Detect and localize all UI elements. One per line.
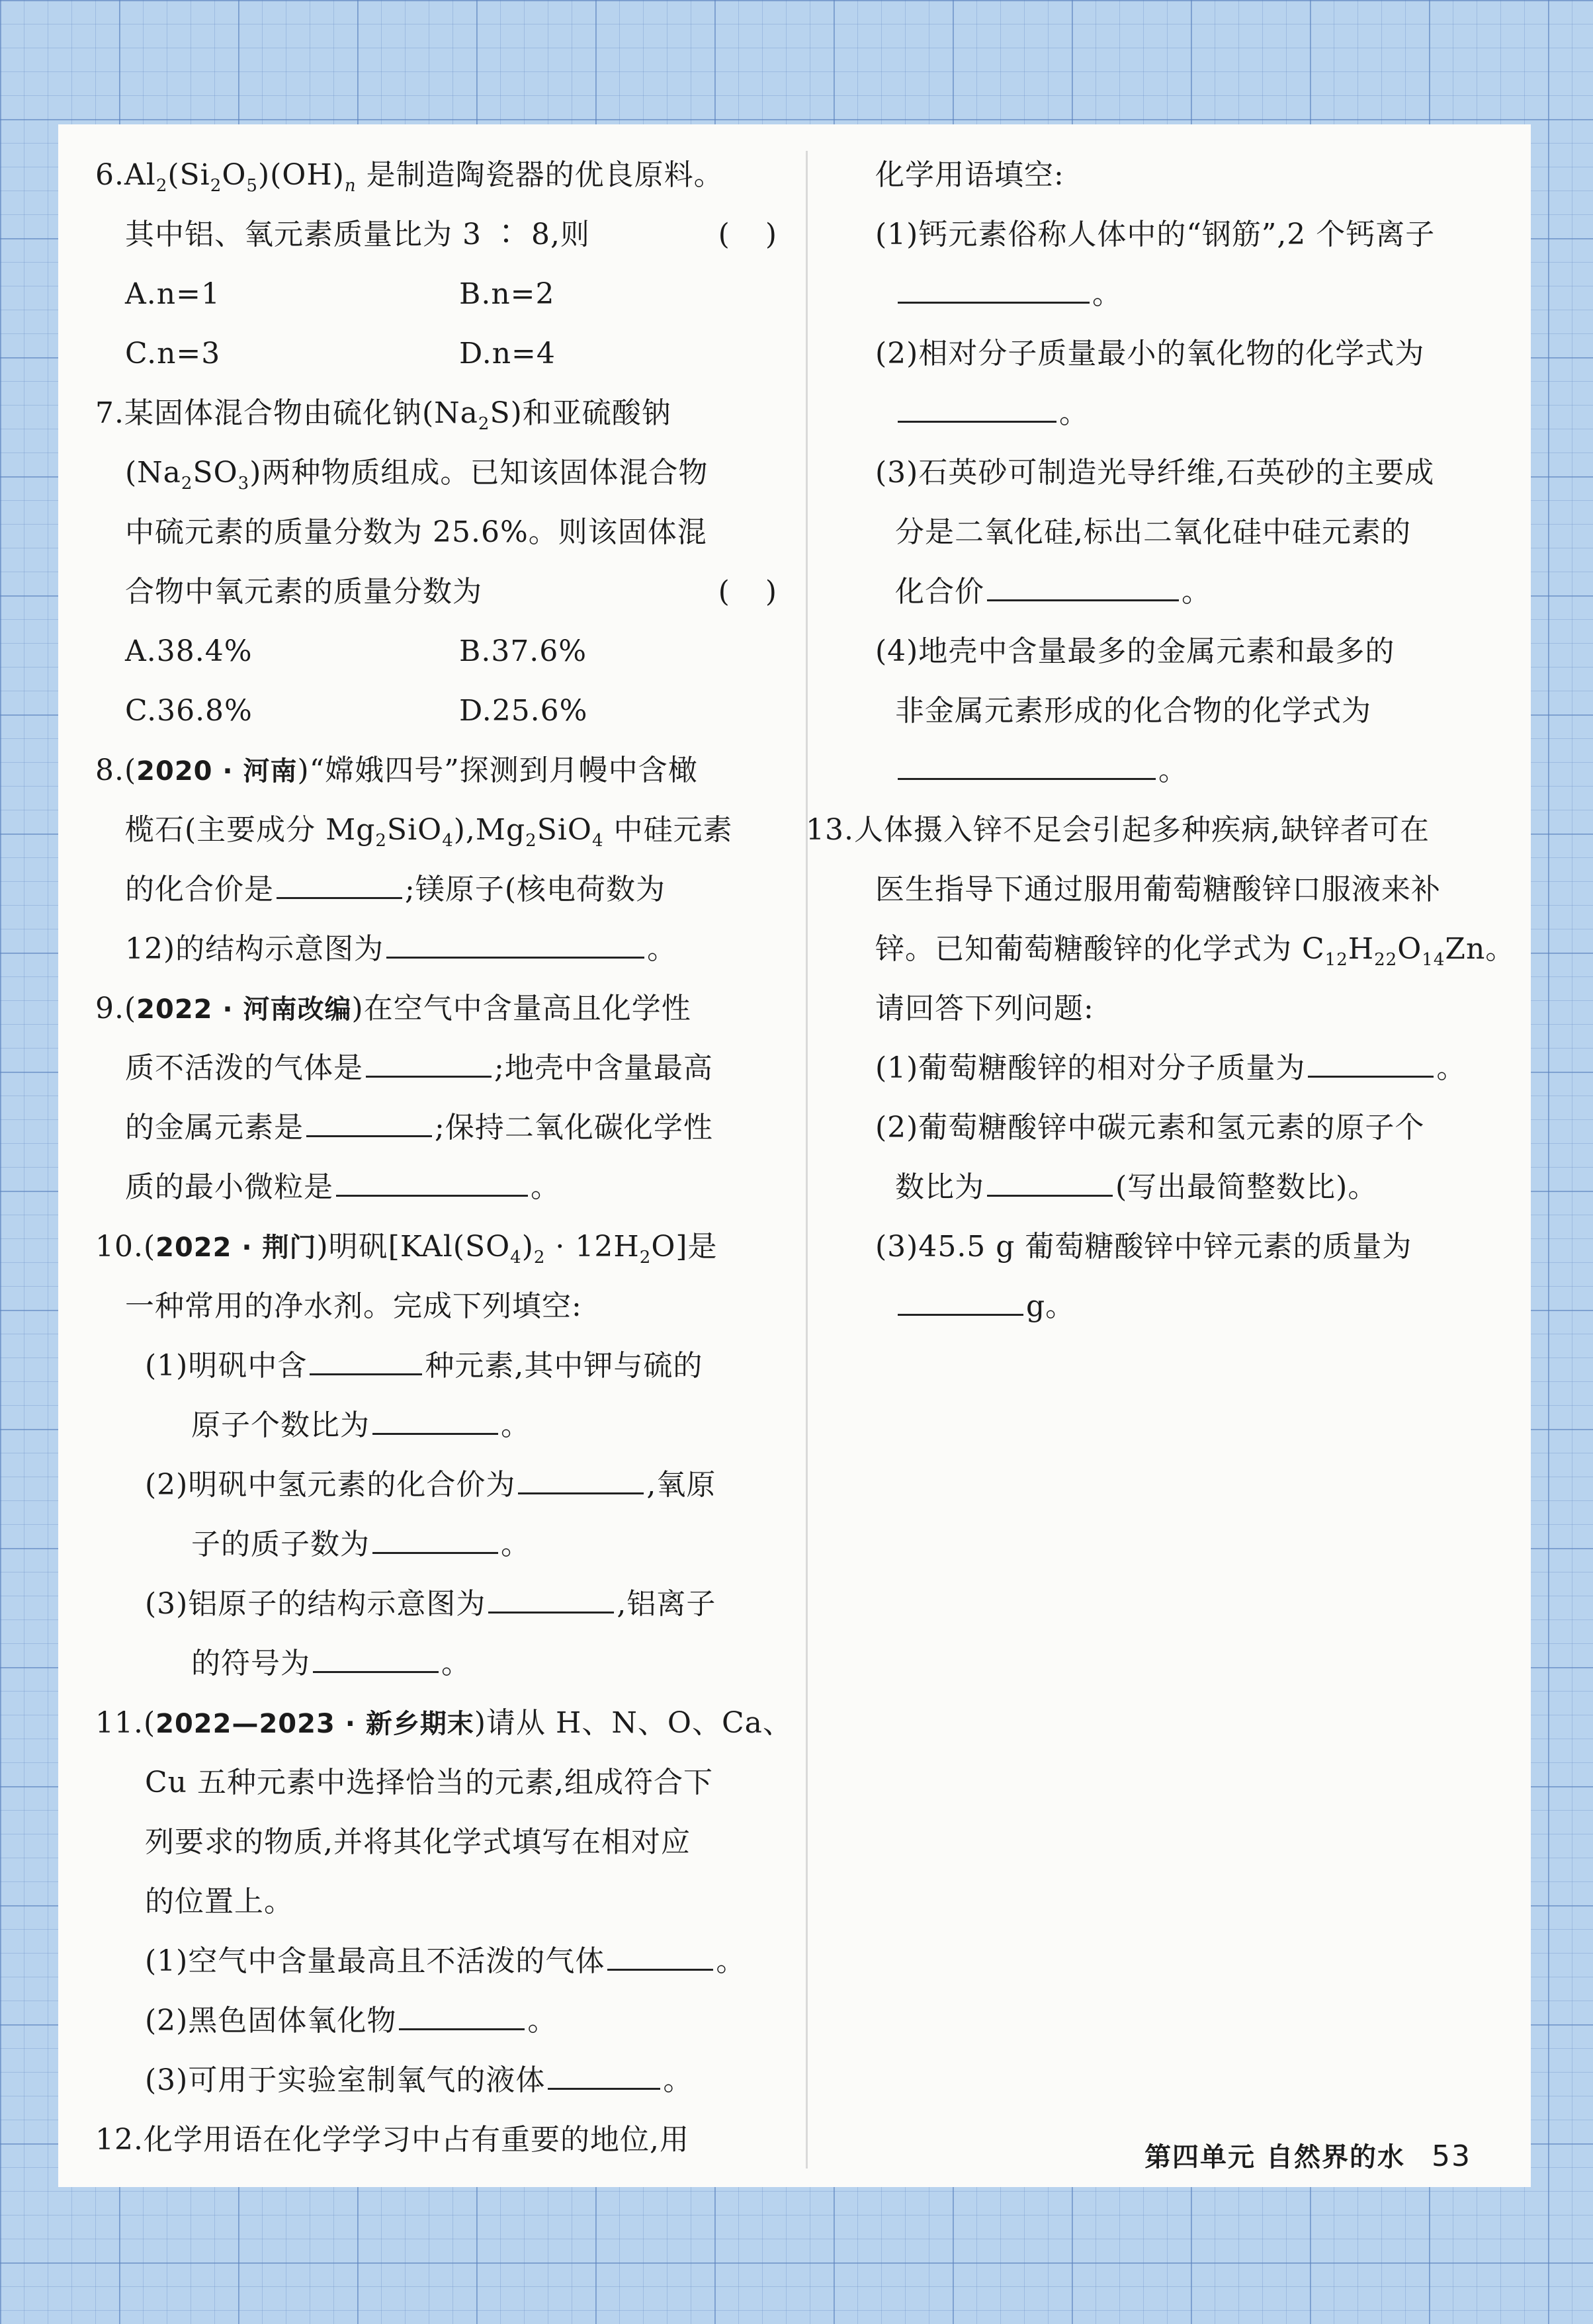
q12-sub4-line1: (4)地壳中含量最多的金属元素和最多的	[875, 634, 1395, 668]
q7-options-row1	[95, 622, 796, 681]
q9-line1: 9.(2022 · 河南改编)在空气中含量高且化学性	[95, 992, 691, 1025]
q7-option-d[interactable]: D.25.6%	[459, 694, 588, 728]
q6-option-a[interactable]: A.n=1	[125, 277, 220, 311]
q8-blank-1[interactable]	[277, 867, 402, 899]
q8-line2: 榄石(主要成分 $Mg_2SiO_4),Mg_2SiO_4$ 中硅元素	[125, 813, 733, 851]
q12-sub1-line2: 。	[845, 265, 1507, 324]
q10-blank-3[interactable]	[518, 1462, 644, 1494]
q7-option-c[interactable]: C.36.8%	[125, 694, 253, 728]
q12-line1: 12.化学用语在化学学习中占有重要的地位,用	[95, 2123, 689, 2157]
q12-blank-1[interactable]	[898, 271, 1090, 304]
q10-sub2-line1: (2)明矾中氢元素的化合价为 ,氧原	[95, 1455, 796, 1515]
q13-line1: 13.人体摄入锌不足会引起多种疾病,缺锌者可在	[806, 813, 1430, 847]
q6-line1: $6.Al_2(Si_2O_5)(OH)_n$ 是制造陶瓷器的优良原料。	[95, 158, 724, 196]
q8-line4: 12)的结构示意图为 。	[95, 920, 796, 979]
worksheet-page	[58, 124, 1531, 2187]
page-footer	[1144, 2136, 1471, 2174]
q10-line1: 10.(2022 · 荆门)明矾$[KAl(SO_4)_2 \cdot 12H_2O]$是	[95, 1230, 718, 1268]
q11-line2: Cu 五种元素中选择恰当的元素,组成符合下	[145, 1766, 713, 1799]
q6-option-d[interactable]: D.n=4	[459, 337, 556, 370]
q7-line1: 7.某固体混合物由硫化钠$(Na_2S)$和亚硫酸钠	[95, 396, 671, 434]
q8-line1: 8.(2020 · 河南)“嫦娥四号”探测到月幔中含橄	[95, 753, 698, 787]
q11-line4: 的位置上。	[145, 1885, 294, 1918]
q10-sub1-line1: (1)明矾中含 种元素,其中钾与硫的	[95, 1336, 796, 1396]
q10-blank-5[interactable]	[488, 1581, 614, 1614]
q13-blank-2[interactable]	[987, 1164, 1113, 1197]
q10-sub2-line2: 子的质子数为 。	[95, 1515, 796, 1574]
q6-options-row2	[95, 324, 796, 384]
q9-blank-2[interactable]	[306, 1105, 432, 1137]
q13-sub2-line2: 数比为 (写出最简整数比)。	[845, 1158, 1507, 1217]
q13-blank-3[interactable]	[898, 1283, 1023, 1316]
q13-sub2-line1: (2)葡萄糖酸锌中碳元素和氢元素的原子个	[875, 1111, 1425, 1144]
q6-option-c[interactable]: C.n=3	[125, 337, 221, 370]
q10-blank-6[interactable]	[313, 1641, 439, 1673]
q13-blank-1[interactable]	[1308, 1045, 1434, 1078]
q12-sub4-line2: 非金属元素形成的化合物的化学式为	[895, 694, 1371, 728]
q10-blank-2[interactable]	[372, 1402, 498, 1435]
q13-sub3-line2: g。	[845, 1277, 1507, 1336]
q12-blank-4[interactable]	[898, 748, 1156, 780]
q11-source: 2022—2023 · 新乡期末	[155, 1709, 474, 1739]
q11-blank-1[interactable]	[607, 1938, 713, 1971]
q11-line3: 列要求的物质,并将其化学式填写在相对应	[145, 1825, 691, 1859]
q8-source: 2020 · 河南	[136, 756, 298, 787]
q11-sub2: (2)黑色固体氧化物 。	[95, 1991, 796, 2051]
unit-title: 第四单元 自然界的水	[1144, 2142, 1405, 2173]
q6-line2: 其中铝、氧元素质量比为 3 ∶ 8,则 ( )	[95, 205, 796, 265]
column-divider	[806, 151, 808, 2169]
q10-source: 2022 · 荆门	[155, 1232, 317, 1263]
q13-line3: 锌。已知葡萄糖酸锌的化学式为 $C_{12}H_{22}O_{14}Zn$。	[875, 932, 1516, 970]
q13-sub1: (1)葡萄糖酸锌的相对分子质量为 。	[845, 1039, 1507, 1098]
q7-option-b[interactable]: B.37.6%	[459, 634, 587, 668]
q12-sub3-line1: (3)石英砂可制造光导纤维,石英砂的主要成	[875, 456, 1435, 490]
q12-sub3-line2: 分是二氧化硅,标出二氧化硅中硅元素的	[895, 515, 1411, 549]
q12-sub2-line1: (2)相对分子质量最小的氧化物的化学式为	[875, 337, 1425, 370]
q13-sub3-line1: (3)45.5 g 葡萄糖酸锌中锌元素的质量为	[875, 1230, 1412, 1264]
page-number: 53	[1432, 2139, 1471, 2173]
q12-line2: 化学用语填空:	[875, 158, 1064, 192]
q9-line2: 质不活泼的气体是 ;地壳中含量最高	[95, 1039, 796, 1098]
q12-sub3-line3: 化合价 。	[845, 562, 1507, 622]
q9-blank-3[interactable]	[336, 1164, 528, 1197]
q12-blank-2[interactable]	[898, 390, 1056, 423]
q6-option-b[interactable]: B.n=2	[459, 277, 555, 311]
q12-sub2-line2: 。	[845, 384, 1507, 443]
left-column	[95, 146, 796, 2170]
q9-blank-1[interactable]	[366, 1045, 492, 1078]
q12-sub1-line1: (1)钙元素俗称人体中的“钢筋”,2 个钙离子	[875, 218, 1436, 251]
q10-line2: 一种常用的净水剂。完成下列填空:	[125, 1289, 582, 1323]
q11-line1: 11.(2022—2023 · 新乡期末)请从 H、N、O、Ca、	[95, 1706, 793, 1740]
q9-source: 2022 · 河南改编	[136, 994, 352, 1025]
q7-line4: 合物中氧元素的质量分数为 ( )	[95, 562, 796, 622]
q10-sub3-line2: 的符号为 。	[95, 1634, 796, 1694]
q9-line4: 质的最小微粒是 。	[95, 1158, 796, 1217]
q11-blank-3[interactable]	[548, 2057, 660, 2090]
q10-blank-4[interactable]	[372, 1522, 498, 1554]
q6-options-row1	[95, 265, 796, 324]
q7-options-row2	[95, 681, 796, 741]
q11-blank-2[interactable]	[399, 1998, 525, 2030]
q7-option-a[interactable]: A.38.4%	[125, 634, 253, 668]
q7-line2: $(Na_2SO_3)$两种物质组成。已知该固体混合物	[125, 456, 709, 494]
q8-blank-2[interactable]	[386, 926, 644, 959]
q7-answer-paren[interactable]: ( )	[718, 575, 790, 609]
right-column	[806, 146, 1516, 1336]
q9-line3: 的金属元素是 ;保持二氧化碳化学性	[95, 1098, 796, 1158]
q8-line3: 的化合价是 ;镁原子(核电荷数为	[95, 860, 796, 920]
q13-line2: 医生指导下通过服用葡萄糖酸锌口服液来补	[875, 873, 1441, 906]
q6-answer-paren[interactable]: ( )	[718, 218, 790, 251]
q10-sub3-line1: (3)铝原子的结构示意图为 ,铝离子	[95, 1574, 796, 1634]
q12-blank-3[interactable]	[987, 569, 1179, 601]
q10-sub1-line2: 原子个数比为 。	[95, 1396, 796, 1455]
q11-sub1: (1)空气中含量最高且不活泼的气体 。	[95, 1932, 796, 1991]
q12-sub4-line3: 。	[845, 741, 1507, 800]
q7-line3: 中硫元素的质量分数为 25.6%。则该固体混	[125, 515, 707, 549]
q13-line4: 请回答下列问题:	[875, 992, 1094, 1025]
q10-blank-1[interactable]	[310, 1343, 422, 1375]
q11-sub3: (3)可用于实验室制氧气的液体 。	[95, 2051, 796, 2110]
